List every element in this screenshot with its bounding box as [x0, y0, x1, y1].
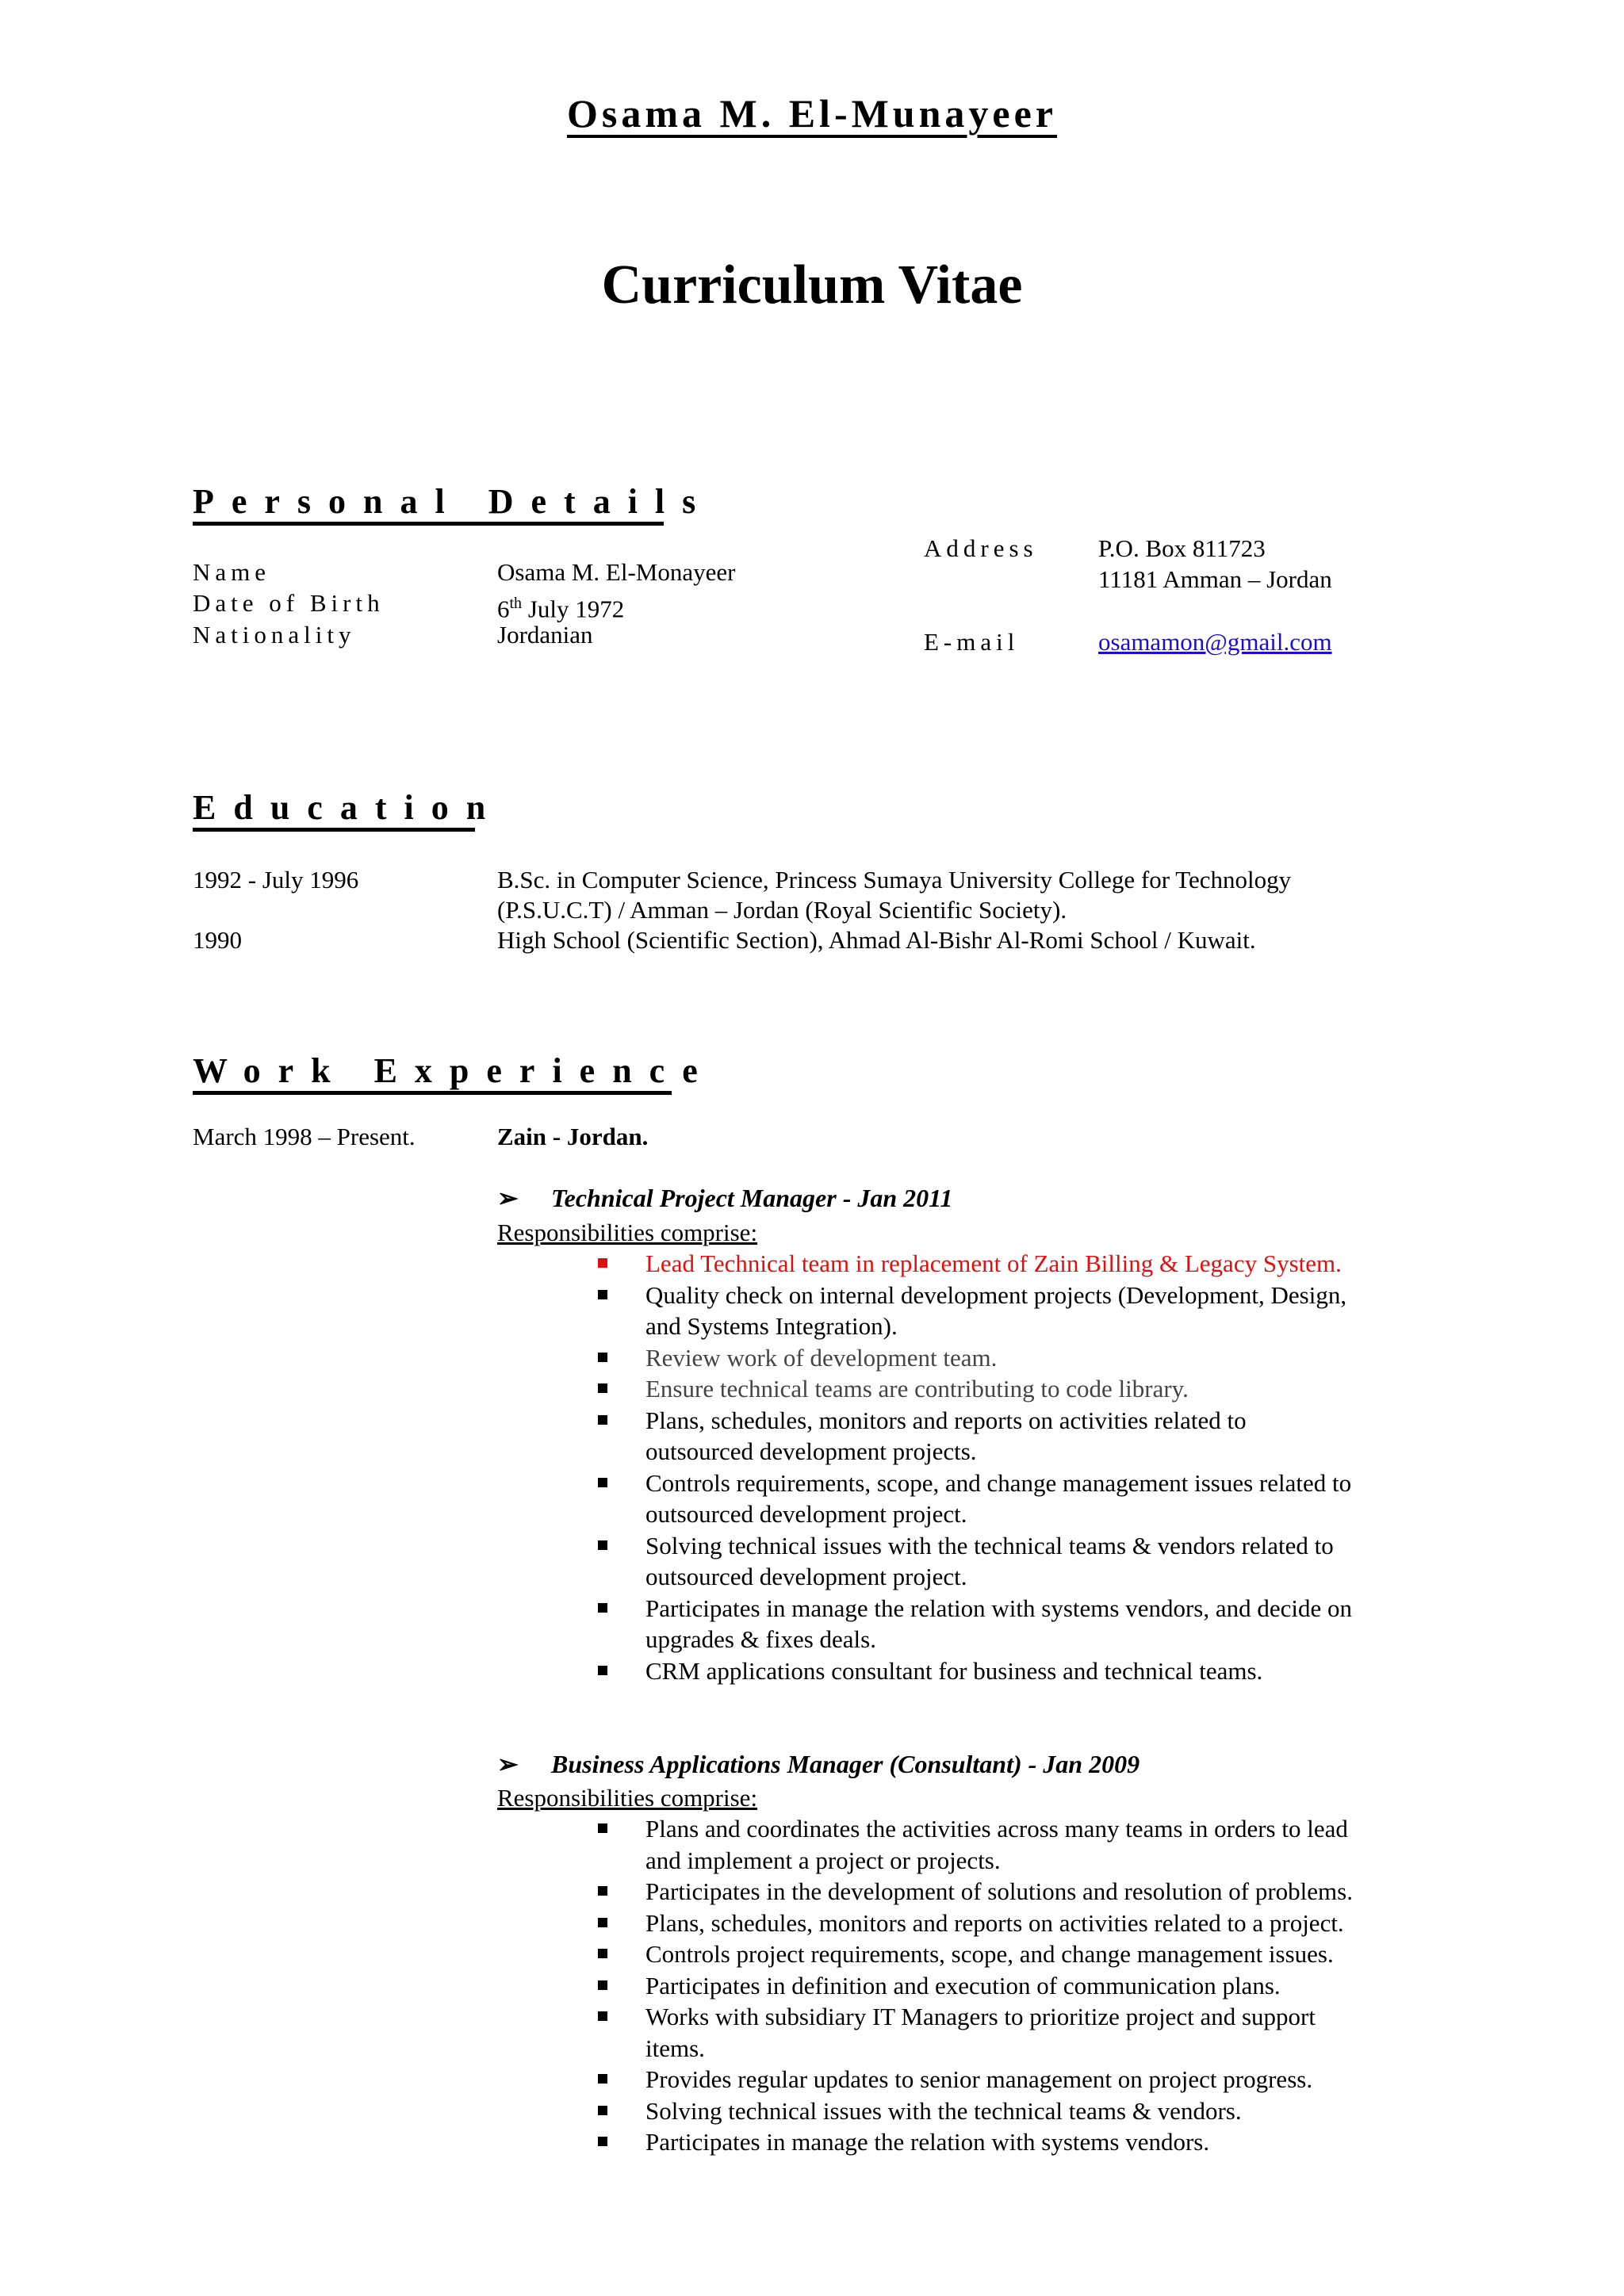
work-period: March 1998 – Present. [193, 1123, 416, 1150]
education-period: 1992 - July 1996 [193, 866, 359, 894]
responsibilities-label: Responsibilities comprise: [497, 1784, 758, 1812]
company-name: Zain - Jordan. [497, 1123, 649, 1150]
square-bullet-icon [598, 1415, 607, 1425]
square-bullet-icon [598, 1886, 607, 1896]
education-degree-line: B.Sc. in Computer Science, Princess Sumaya University College for Technology [497, 866, 1292, 894]
responsibility-item-line: Ensure technical teams are contributing to code library. [645, 1375, 1189, 1402]
responsibility-item-line: Controls project requirements, scope, and change management issues. [645, 1940, 1334, 1968]
responsibility-item-line: outsourced development projects. [645, 1437, 977, 1465]
education-heading: Education [193, 790, 475, 832]
square-bullet-icon [598, 1603, 607, 1613]
responsibility-item-line: Provides regular updates to senior management on project progress. [645, 2065, 1313, 2093]
dob-label: Date of Birth [193, 589, 385, 617]
role-title: ➢ Technical Project Manager - Jan 2011 [497, 1184, 953, 1212]
name-value: Osama M. El-Monayeer [497, 558, 736, 586]
square-bullet-icon [598, 2137, 607, 2146]
square-bullet-icon [598, 1949, 607, 1958]
responsibility-item-line: Participates in manage the relation with systems vendors, and decide on [645, 1594, 1353, 1622]
document-title: Curriculum Vitae [601, 254, 1023, 316]
education-school-line: High School (Scientific Section), Ahmad Al-Bishr Al-Romi School / Kuwait. [497, 926, 1256, 954]
square-bullet-icon [598, 2011, 607, 2021]
arrow-bullet-icon: ➢ [497, 1184, 519, 1212]
address-label: Address [924, 534, 1038, 562]
responsibility-item-line: and Systems Integration). [645, 1312, 898, 1340]
responsibility-item-line: Participates in definition and execution of communication plans. [645, 1971, 1281, 1999]
responsibility-item-line: Participates in the development of solutions and resolution of problems. [645, 1877, 1353, 1905]
square-bullet-icon [598, 1918, 607, 1927]
square-bullet-icon [598, 2074, 607, 2084]
address-line-1: P.O. Box 811723 [1098, 534, 1266, 562]
square-bullet-icon [598, 1478, 607, 1487]
responsibility-item-line: items. [645, 2034, 705, 2062]
square-bullet-icon [598, 1980, 607, 1990]
square-bullet-icon [598, 1823, 607, 1833]
square-bullet-icon [598, 1540, 607, 1550]
square-bullet-icon [598, 1258, 607, 1268]
responsibility-item-line: Review work of development team. [645, 1343, 998, 1372]
square-bullet-icon [598, 1290, 607, 1299]
personal-details-heading: Personal Details [193, 484, 664, 526]
responsibility-item-line: Participates in manage the relation with systems vendors. [645, 2128, 1210, 2156]
square-bullet-icon [598, 1666, 607, 1675]
responsibility-item-line: outsourced development project. [645, 1563, 967, 1590]
role-title: ➢ Business Applications Manager (Consultant) - Jan 2009 [497, 1750, 1140, 1778]
address-line-2: 11181 Amman – Jordan [1098, 565, 1332, 593]
name-label: Name [193, 558, 271, 586]
cv-owner-name: Osama M. El-Munayeer [567, 91, 1057, 136]
work-experience-heading: Work Experience [193, 1053, 672, 1095]
responsibility-item-line: upgrades & fixes deals. [645, 1625, 876, 1653]
responsibility-item-line: Quality check on internal development projects (Development, Design, [645, 1280, 1347, 1309]
responsibility-item-line: Lead Technical team in replacement of Zain Billing & Legacy System. [645, 1249, 1342, 1277]
education-period: 1990 [193, 926, 242, 954]
responsibility-item-line: Solving technical issues with the technical teams & vendors. [645, 2096, 1242, 2125]
nationality-label: Nationality [193, 621, 356, 649]
responsibility-item-line: Plans and coordinates the activities across many teams in orders to lead [645, 1815, 1348, 1843]
nationality-value: Jordanian [497, 621, 593, 649]
responsibility-item-line: Works with subsidiary IT Managers to prioritize project and support [645, 2003, 1316, 2030]
square-bullet-icon [598, 1383, 607, 1393]
responsibility-item-line: Solving technical issues with the technical teams & vendors related to [645, 1531, 1334, 1559]
square-bullet-icon [598, 2106, 607, 2115]
responsibilities-label: Responsibilities comprise: [497, 1219, 758, 1246]
education-degree-line: (P.S.U.C.T) / Amman – Jordan (Royal Scientific Society). [497, 896, 1067, 924]
email-label: E-mail [924, 628, 1020, 656]
responsibility-item-line: CRM applications consultant for business and technical teams. [645, 1656, 1263, 1685]
responsibility-item-line: Controls requirements, scope, and change management issues related to [645, 1468, 1352, 1497]
responsibility-item-line: Plans, schedules, monitors and reports on activities related to a project. [645, 1908, 1344, 1937]
responsibility-item-line: outsourced development project. [645, 1500, 967, 1528]
email-link[interactable]: osamamon@gmail.com [1098, 628, 1332, 656]
dob-value: 6th July 1972 [497, 595, 625, 623]
square-bullet-icon [598, 1353, 607, 1362]
arrow-bullet-icon: ➢ [497, 1750, 519, 1778]
responsibility-item-line: Plans, schedules, monitors and reports on activities related to [645, 1406, 1247, 1434]
responsibility-item-line: and implement a project or projects. [645, 1846, 1001, 1874]
